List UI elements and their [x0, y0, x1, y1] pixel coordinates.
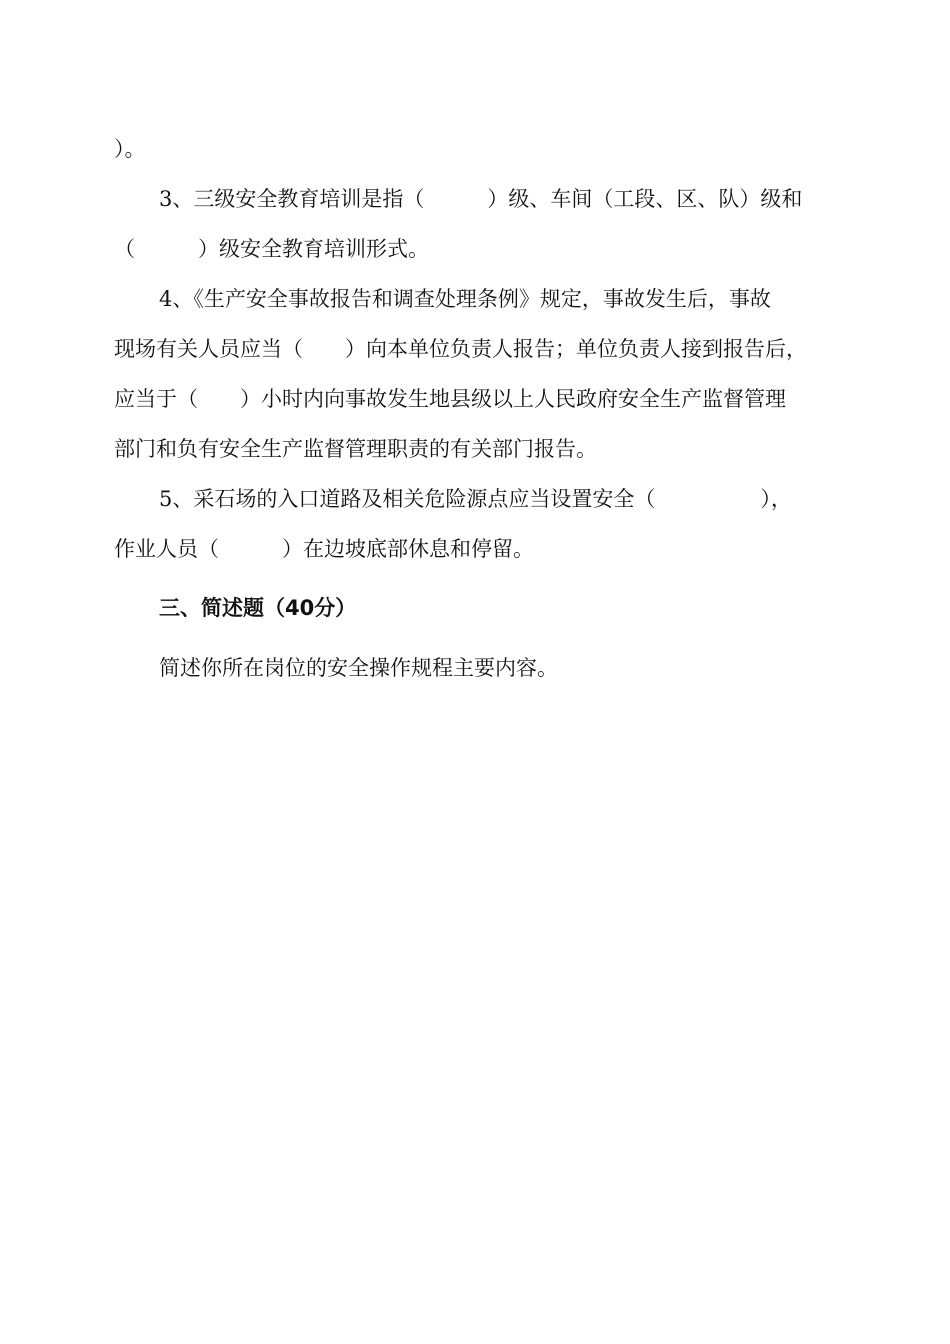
- question-3-line-2: （ ）级安全教育培训形式。: [114, 237, 429, 261]
- question-4-line-4: 部门和负有安全生产监督管理职责的有关部门报告。: [114, 437, 597, 461]
- question-3-line-1: 3、三级安全教育培训是指（ ）级、车间（工段、区、队）级和: [159, 187, 803, 211]
- section-heading: 三、简述题（40分）: [159, 596, 357, 620]
- text-line-continuation: ）。: [114, 137, 146, 161]
- question-4-line-2: 现场有关人员应当（ ）向本单位负责人报告；单位负责人接到报告后，: [114, 337, 807, 361]
- question-4-line-3: 应当于（ ）小时内向事故发生地县级以上人民政府安全生产监督管理: [114, 387, 786, 411]
- question-5-line-2: 作业人员（ ）在边坡底部休息和停留。: [114, 537, 534, 561]
- question-5-line-1: 5、采石场的入口道路及相关危险源点应当设置安全（ ），: [159, 487, 792, 511]
- essay-question: 简述你所在岗位的安全操作规程主要内容。: [159, 656, 558, 680]
- question-4-line-1: 4、《生产安全事故报告和调查处理条例》规定，事故发生后，事故: [159, 287, 771, 311]
